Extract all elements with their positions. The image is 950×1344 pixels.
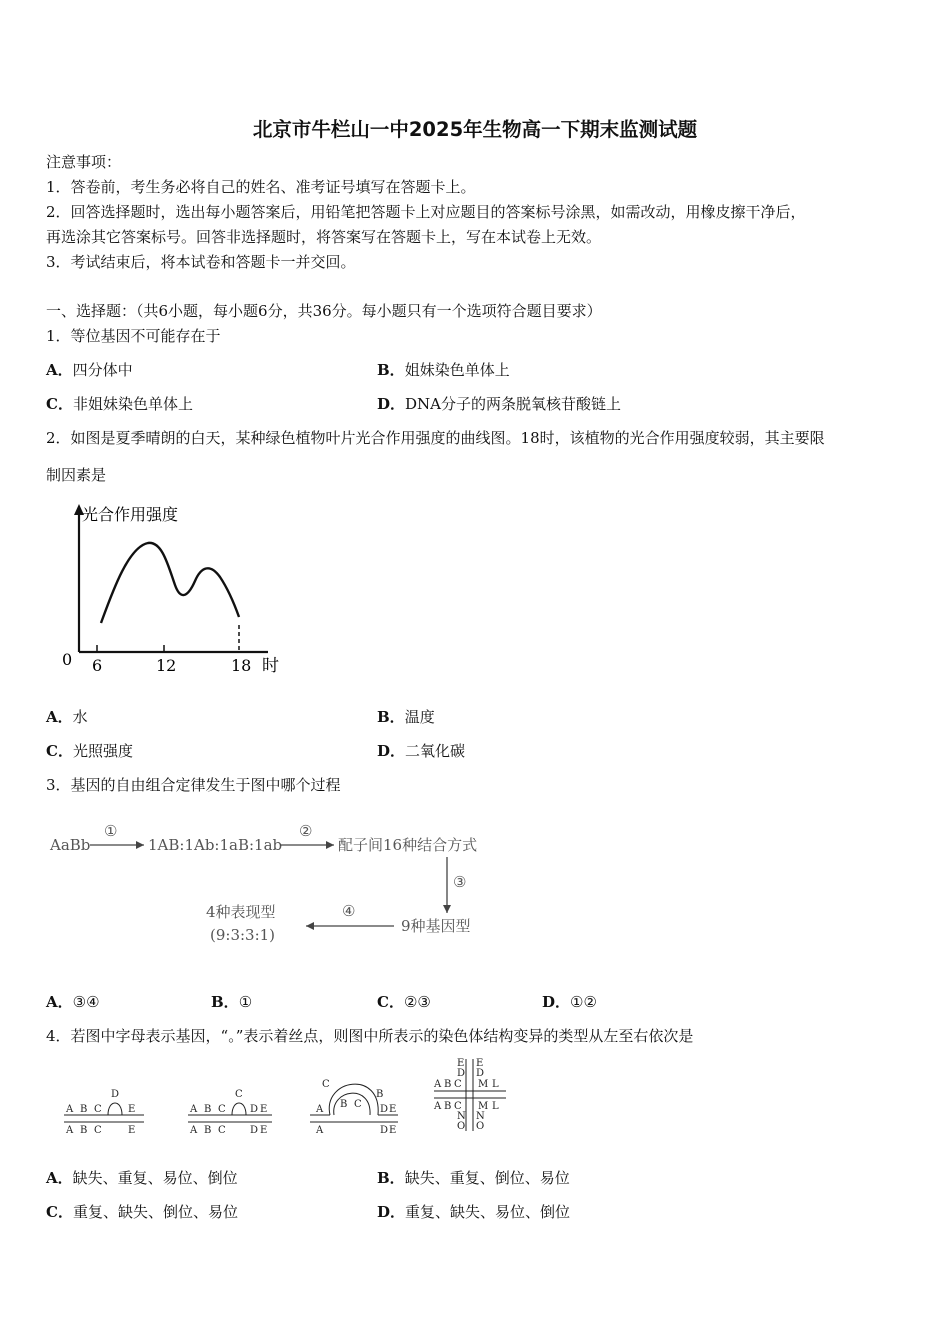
panel-3 <box>310 1079 398 1136</box>
svg-text:C: C <box>94 1104 102 1115</box>
panel-2 <box>188 1089 272 1136</box>
svg-text:A: A <box>316 1104 324 1115</box>
svg-text:B: B <box>444 1079 452 1090</box>
svg-text:E: E <box>389 1104 397 1115</box>
svg-text:N: N <box>476 1111 485 1122</box>
svg-text:D: D <box>250 1125 259 1136</box>
q4-option-b[interactable]: B．缺失、重复、倒位、易位 <box>377 1169 570 1187</box>
diagram-ratio: (9:3:3:1) <box>210 926 276 944</box>
q1-stem: 1．等位基因不可能存在于 <box>46 327 221 345</box>
svg-text:O: O <box>457 1121 466 1132</box>
svg-text:C: C <box>235 1089 243 1100</box>
diagram-gametes: 1AB:1Ab:1aB:1ab <box>148 836 283 854</box>
svg-text:E: E <box>457 1058 465 1069</box>
svg-text:E: E <box>476 1058 484 1069</box>
svg-text:B: B <box>376 1089 384 1100</box>
notice-heading: 注意事项： <box>46 153 122 171</box>
svg-text:A: A <box>190 1125 198 1136</box>
q3-option-c[interactable]: C．②③ <box>377 993 431 1011</box>
q2-stem-line1: 2．如图是夏季晴朗的白天，某种绿色植物叶片光合作用强度的曲线图。18时，该植物的光合作用强度较弱，其主要限 <box>46 429 825 447</box>
svg-text:B: B <box>204 1125 212 1136</box>
svg-text:D: D <box>457 1068 466 1079</box>
diagram-phenotypes: 4种表现型 <box>206 903 276 921</box>
svg-text:E: E <box>260 1104 268 1115</box>
arrow-2-head-icon <box>326 841 334 849</box>
svg-text:M: M <box>478 1101 489 1112</box>
diagram-combos: 配子间16种结合方式 <box>338 836 478 854</box>
panel-1 <box>64 1089 144 1136</box>
svg-text:C: C <box>218 1104 226 1115</box>
svg-text:D: D <box>250 1104 259 1115</box>
q4-chromosome-figure <box>60 1055 520 1140</box>
diagram-step-1: ① <box>104 822 118 840</box>
q2-stem-line2: 制因素是 <box>46 466 107 484</box>
section-heading: 一、选择题：（共6小题，每小题6分，共36分。每小题只有一个选项符合题目要求） <box>46 302 602 320</box>
q3-option-a[interactable]: A．③④ <box>46 993 100 1011</box>
svg-text:C: C <box>218 1125 226 1136</box>
svg-text:A: A <box>316 1125 324 1136</box>
svg-text:D: D <box>380 1125 389 1136</box>
svg-text:C: C <box>454 1079 462 1090</box>
svg-text:B: B <box>444 1101 452 1112</box>
page-title: 北京市牛栏山一中2025年生物高一下期末监测试题 <box>252 118 698 141</box>
q4-option-c[interactable]: C．重复、缺失、倒位、易位 <box>46 1203 238 1221</box>
q1-option-d[interactable]: D．DNA分子的两条脱氧核苷酸链上 <box>377 395 622 413</box>
svg-text:D: D <box>111 1089 120 1100</box>
svg-text:A: A <box>66 1104 74 1115</box>
chart-tick-label-6: 6 <box>92 656 103 675</box>
diagram-step-3: ③ <box>453 873 467 891</box>
notice-item-3: 3．考试结束后，将本试卷和答题卡一并交回。 <box>46 253 356 271</box>
svg-text:A: A <box>434 1079 442 1090</box>
chart-xlabel: 时 <box>262 656 279 676</box>
q3-process-diagram <box>44 815 524 950</box>
svg-text:L: L <box>492 1101 499 1112</box>
arrow-4-head-icon <box>306 922 314 930</box>
q2-option-b[interactable]: B．温度 <box>377 708 435 726</box>
q2-photosynthesis-chart <box>50 495 300 685</box>
q4-stem: 4．若图中字母表示基因，“。”表示着丝点，则图中所表示的染色体结构变异的类型从左至右依次是 <box>46 1027 694 1045</box>
q1-option-c[interactable]: C．非姐妹染色单体上 <box>46 395 193 413</box>
svg-text:C: C <box>322 1079 330 1090</box>
q4-option-d[interactable]: D．重复、缺失、易位、倒位 <box>377 1203 571 1221</box>
diagram-start: AaBb <box>50 836 91 854</box>
svg-text:B: B <box>204 1104 212 1115</box>
svg-text:D: D <box>380 1104 389 1115</box>
arrow-1-head-icon <box>136 841 144 849</box>
q1-option-b[interactable]: B．姐妹染色单体上 <box>377 361 510 379</box>
svg-text:E: E <box>128 1125 136 1136</box>
panel-4 <box>433 1058 506 1132</box>
q2-option-d[interactable]: D．二氧化碳 <box>377 742 466 760</box>
q2-option-c[interactable]: C．光照强度 <box>46 742 133 760</box>
notice-item-2-cont: 再选涂其它答案标号。回答非选择题时，将答案写在答题卡上，写在本试卷上无效。 <box>46 228 602 246</box>
diagram-step-2: ② <box>299 822 313 840</box>
svg-text:E: E <box>260 1125 268 1136</box>
photosynthesis-curve <box>101 543 239 623</box>
svg-text:L: L <box>492 1079 499 1090</box>
svg-text:A: A <box>190 1104 198 1115</box>
diagram-step-4: ④ <box>342 902 356 920</box>
q2-option-a[interactable]: A．水 <box>46 708 88 726</box>
svg-text:C: C <box>94 1125 102 1136</box>
arrow-3-head-icon <box>443 905 451 913</box>
chart-origin: 0 <box>62 650 73 669</box>
svg-text:C: C <box>454 1101 462 1112</box>
svg-text:A: A <box>66 1125 74 1136</box>
svg-text:E: E <box>128 1104 136 1115</box>
svg-text:D: D <box>476 1068 485 1079</box>
q3-option-b[interactable]: B．① <box>211 993 253 1011</box>
svg-text:E: E <box>389 1125 397 1136</box>
svg-text:A: A <box>434 1101 442 1112</box>
svg-text:B: B <box>340 1099 348 1110</box>
diagram-genotypes: 9种基因型 <box>401 917 471 935</box>
chart-tick-label-12: 12 <box>156 656 177 675</box>
q1-option-a[interactable]: A．四分体中 <box>46 361 133 379</box>
chart-tick-label-18: 18 <box>231 656 252 675</box>
svg-text:M: M <box>478 1079 489 1090</box>
svg-text:B: B <box>80 1125 88 1136</box>
svg-text:B: B <box>80 1104 88 1115</box>
svg-text:O: O <box>476 1121 485 1132</box>
q3-stem: 3．基因的自由组合定律发生于图中哪个过程 <box>46 776 341 794</box>
svg-text:C: C <box>354 1099 362 1110</box>
notice-item-1: 1．答卷前，考生务必将自己的姓名、准考证号填写在答题卡上。 <box>46 178 476 196</box>
svg-text:N: N <box>457 1111 466 1122</box>
q3-option-d[interactable]: D．①② <box>542 993 597 1011</box>
q4-option-a[interactable]: A．缺失、重复、易位、倒位 <box>46 1169 238 1187</box>
chart-ylabel: 光合作用强度 <box>82 505 179 524</box>
notice-item-2: 2．回答选择题时，选出每小题答案后，用铅笔把答题卡上对应题目的答案标号涂黑，如需改动，用橡皮擦干净后， <box>46 203 806 221</box>
